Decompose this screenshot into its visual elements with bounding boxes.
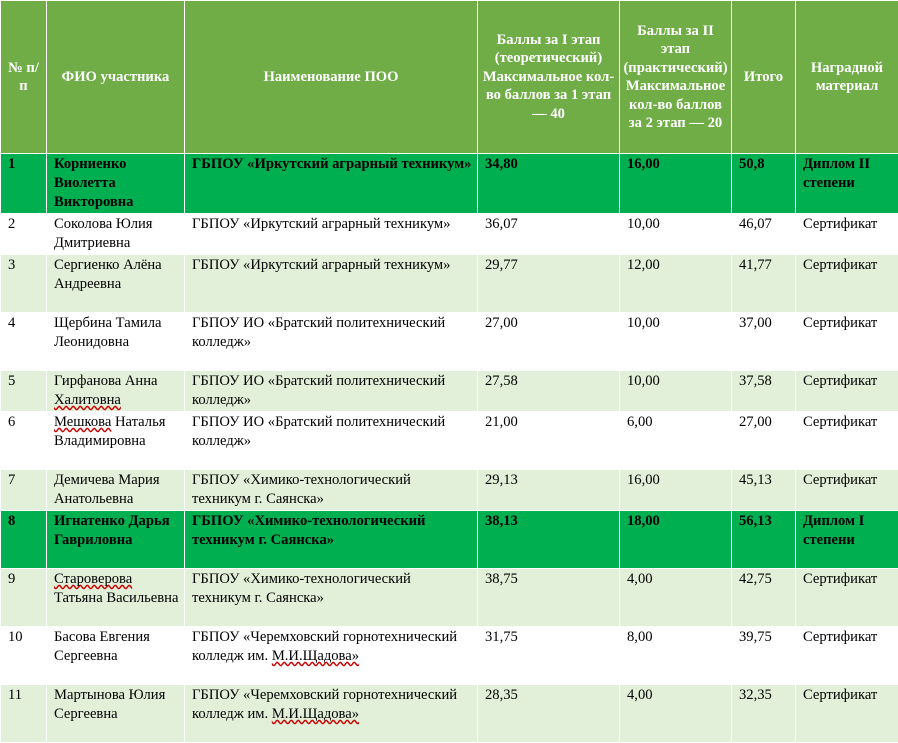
org-first-line: ГБПОУ «Черемховский горнотехнический колледж им.: [192, 687, 457, 722]
table-row: [1, 313, 898, 371]
cell-org: [185, 627, 478, 685]
cell-stage2: 18,00: [620, 511, 732, 569]
cell-total: 56,13: [732, 511, 796, 569]
table-row: [1, 255, 898, 313]
cell-award: Сертификат: [796, 470, 898, 511]
cell-award: Сертификат: [796, 685, 898, 743]
cell-stage2: 4,00: [620, 569, 732, 627]
org-second-line: М.И.Щадова»: [272, 706, 359, 722]
fio-second-line: Татьяна Васильевна: [54, 590, 178, 606]
org-first-line: ГБПОУ «Черемховский горнотехнический колледж им.: [192, 629, 457, 664]
table-row: [1, 154, 898, 214]
header-fio: ФИО участника: [47, 1, 185, 154]
table-row: [1, 627, 898, 685]
table-row: [1, 569, 898, 627]
cell-fio: Демичева Мария Анатольевна: [47, 470, 185, 511]
header-total: Итого: [732, 1, 796, 154]
cell-stage1: 34,80: [478, 154, 620, 214]
header-award: Наградной материал: [796, 1, 898, 154]
cell-stage2: 4,00: [620, 685, 732, 743]
cell-fio: Щербина Тамила Леонидовна: [47, 313, 185, 371]
cell-num: 4: [1, 313, 47, 371]
header-org: Наименование ПОО: [185, 1, 478, 154]
cell-org: ГБПОУ ИО «Братский политехнический колледж»: [185, 371, 478, 412]
cell-org: [185, 685, 478, 743]
cell-num: 5: [1, 371, 47, 412]
cell-stage2: 10,00: [620, 371, 732, 412]
cell-num: 7: [1, 470, 47, 511]
cell-stage2: 8,00: [620, 627, 732, 685]
cell-org: ГБПОУ «Химико-технологический техникум г. Саянска»: [185, 470, 478, 511]
table-row: [1, 511, 898, 569]
cell-num: 10: [1, 627, 47, 685]
cell-stage2: 12,00: [620, 255, 732, 313]
cell-org: ГБПОУ «Иркутский аграрный техникум»: [185, 154, 478, 214]
cell-stage1: 38,13: [478, 511, 620, 569]
cell-award: Сертификат: [796, 569, 898, 627]
cell-total: 41,77: [732, 255, 796, 313]
fio-first-line: Староверова: [54, 571, 132, 587]
cell-org: ГБПОУ «Химико-технологический техникум г. Саянска»: [185, 511, 478, 569]
org-second-line: М.И.Щадова»: [272, 648, 359, 664]
cell-stage1: 31,75: [478, 627, 620, 685]
cell-org: ГБПОУ «Иркутский аграрный техникум»: [185, 214, 478, 255]
cell-fio: Игнатенко Дарья Гавриловна: [47, 511, 185, 569]
cell-total: 46,07: [732, 214, 796, 255]
cell-award: Сертификат: [796, 371, 898, 412]
cell-stage2: 16,00: [620, 470, 732, 511]
cell-org: ГБПОУ «Химико-технологический техникум г. Саянска»: [185, 569, 478, 627]
header-stage2: Баллы за II этап (практический) Максимальное кол-во баллов за 2 этап — 20: [620, 1, 732, 154]
cell-award: Сертификат: [796, 255, 898, 313]
fio-first-line: Гирфанова Анна: [54, 373, 158, 389]
table-row: [1, 470, 898, 511]
cell-stage1: 28,35: [478, 685, 620, 743]
cell-stage2: 10,00: [620, 214, 732, 255]
cell-stage2: 16,00: [620, 154, 732, 214]
cell-award: Сертификат: [796, 214, 898, 255]
cell-num: 9: [1, 569, 47, 627]
cell-stage2: 6,00: [620, 412, 732, 470]
cell-fio: [47, 412, 185, 470]
table-row: [1, 214, 898, 255]
cell-stage1: 38,75: [478, 569, 620, 627]
cell-num: 2: [1, 214, 47, 255]
fio-second-line: Наталья Владимировна: [54, 414, 165, 449]
cell-total: 37,00: [732, 313, 796, 371]
cell-award: Сертификат: [796, 412, 898, 470]
cell-award: Диплом I степени: [796, 511, 898, 569]
table-row: [1, 371, 898, 412]
cell-stage1: 29,77: [478, 255, 620, 313]
cell-award: Сертификат: [796, 627, 898, 685]
cell-award: Диплом II степени: [796, 154, 898, 214]
cell-stage2: 10,00: [620, 313, 732, 371]
fio-second-line: Халитовна: [54, 392, 121, 408]
fio-first-line: Мешкова: [54, 414, 111, 430]
header-num: № п/п: [1, 1, 47, 154]
cell-stage1: 29,13: [478, 470, 620, 511]
cell-org: ГБПОУ ИО «Братский политехнический колледж»: [185, 412, 478, 470]
cell-fio: Корниенко Виолетта Викторовна: [47, 154, 185, 214]
header-row: [1, 1, 898, 154]
cell-org: ГБПОУ ИО «Братский политехнический колледж»: [185, 313, 478, 371]
cell-num: 1: [1, 154, 47, 214]
cell-fio: Басова Евгения Сергеевна: [47, 627, 185, 685]
header-stage1: Баллы за I этап (теоретический) Максимальное кол-во баллов за 1 этап — 40: [478, 1, 620, 154]
cell-award: Сертификат: [796, 313, 898, 371]
cell-total: 39,75: [732, 627, 796, 685]
cell-total: 45,13: [732, 470, 796, 511]
cell-stage1: 27,58: [478, 371, 620, 412]
cell-total: 27,00: [732, 412, 796, 470]
cell-total: 42,75: [732, 569, 796, 627]
cell-num: 11: [1, 685, 47, 743]
cell-total: 32,35: [732, 685, 796, 743]
cell-fio: Соколова Юлия Дмитриевна: [47, 214, 185, 255]
cell-num: 6: [1, 412, 47, 470]
cell-fio: Сергиенко Алёна Андреевна: [47, 255, 185, 313]
table-row: [1, 412, 898, 470]
cell-fio: Мартынова Юлия Сергеевна: [47, 685, 185, 743]
cell-fio: [47, 569, 185, 627]
cell-fio: [47, 371, 185, 412]
cell-org: ГБПОУ «Иркутский аграрный техникум»: [185, 255, 478, 313]
cell-stage1: 21,00: [478, 412, 620, 470]
table-row: [1, 685, 898, 743]
cell-num: 8: [1, 511, 47, 569]
cell-total: 37,58: [732, 371, 796, 412]
cell-stage1: 36,07: [478, 214, 620, 255]
cell-num: 3: [1, 255, 47, 313]
cell-stage1: 27,00: [478, 313, 620, 371]
cell-total: 50,8: [732, 154, 796, 214]
